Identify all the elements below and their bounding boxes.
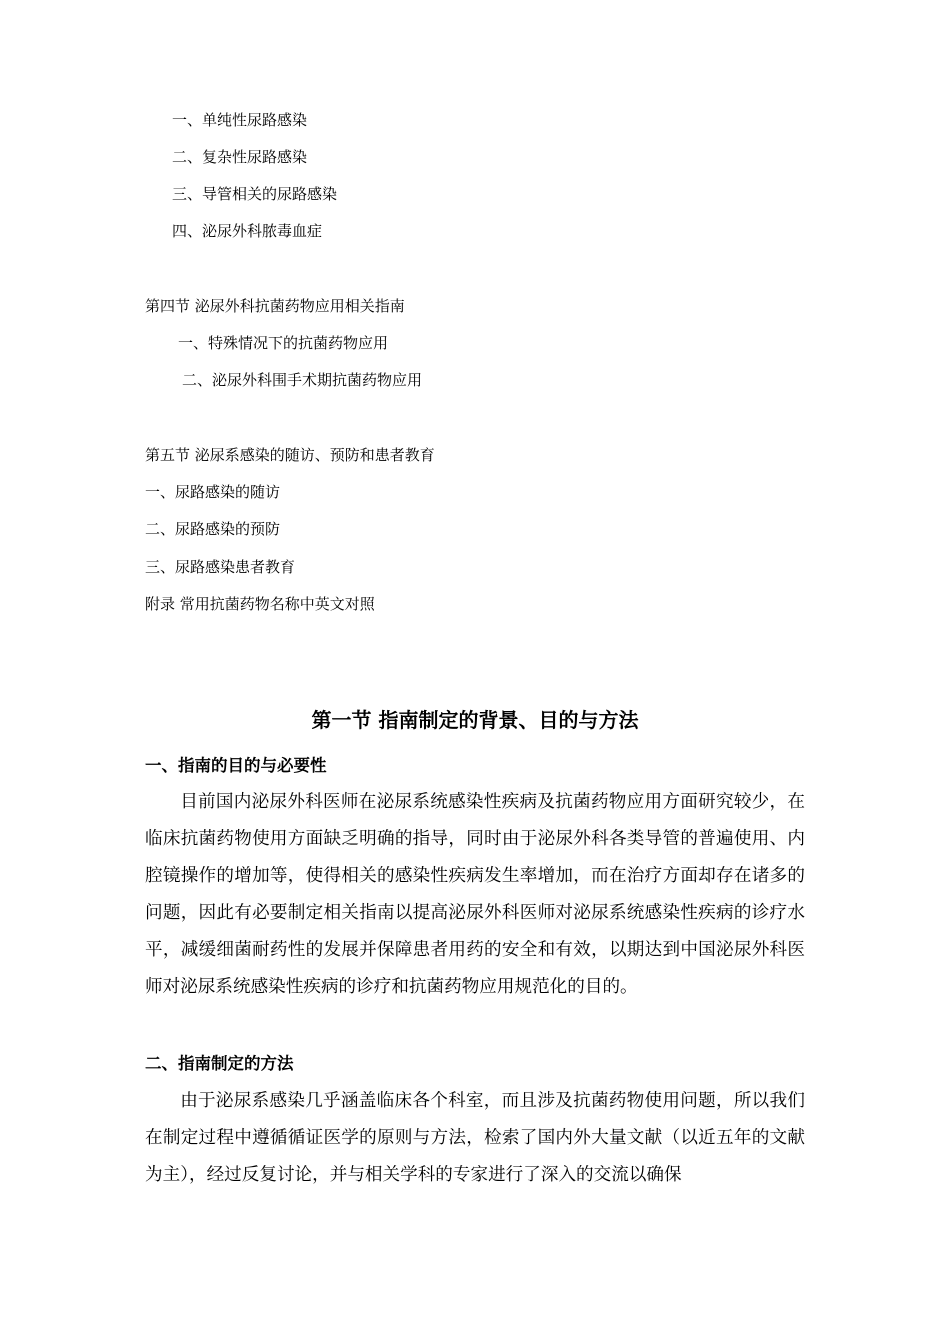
toc-item: 三、尿路感染患者教育 — [145, 558, 296, 576]
section-title: 第一节 指南制定的背景、目的与方法 — [311, 708, 639, 732]
toc-item: 一、尿路感染的随访 — [145, 483, 281, 501]
toc-section-title: 第五节 泌尿系感染的随访、预防和患者教育 — [145, 446, 435, 464]
toc-item: 二、泌尿外科围手术期抗菌药物应用 — [182, 371, 423, 389]
sub-heading: 一、指南的目的与必要性 — [145, 756, 327, 775]
body-paragraph: 目前国内泌尿外科医师在泌尿系统感染性疾病及抗菌药物应用方面研究较少，在临床抗菌药物使用方面缺乏明确的指导，同时由于泌尿外科各类导管的普遍使用、内腔镜操作的增加等，使得相关的感染性疾病发生率增加，而在治疗方面却存在诸多的问题，因此有必要制定相关指南以提高泌尿外科医师对泌尿系统感染性疾病的诊疗水平，减缓细菌耐药性的发展并保障患者用药的安全和有效，以期达到中国泌尿外科医师对泌尿系统感染性疾病的诊疗和抗菌药物应用规范化的目的。 — [145, 792, 805, 997]
toc-item: 一、单纯性尿路感染 — [172, 111, 308, 129]
toc-item: 二、尿路感染的预防 — [145, 520, 281, 538]
toc-appendix: 附录 常用抗菌药物名称中英文对照 — [145, 595, 375, 613]
body-paragraph: 由于泌尿系感染几乎涵盖临床各个科室，而且涉及抗菌药物使用问题，所以我们在制定过程中遵循循证医学的原则与方法，检索了国内外大量文献（以近五年的文献为主），经过反复讨论，并与相关学科的专家进行了深入的交流以确保 — [145, 1091, 805, 1185]
toc-item: 二、复杂性尿路感染 — [172, 148, 308, 166]
sub-heading: 二、指南制定的方法 — [145, 1054, 294, 1073]
toc-section-title: 第四节 泌尿外科抗菌药物应用相关指南 — [145, 297, 405, 315]
toc-item: 四、泌尿外科脓毒血症 — [172, 222, 323, 240]
toc-item: 三、导管相关的尿路感染 — [172, 185, 338, 203]
toc-item: 一、特殊情况下的抗菌药物应用 — [178, 334, 389, 352]
